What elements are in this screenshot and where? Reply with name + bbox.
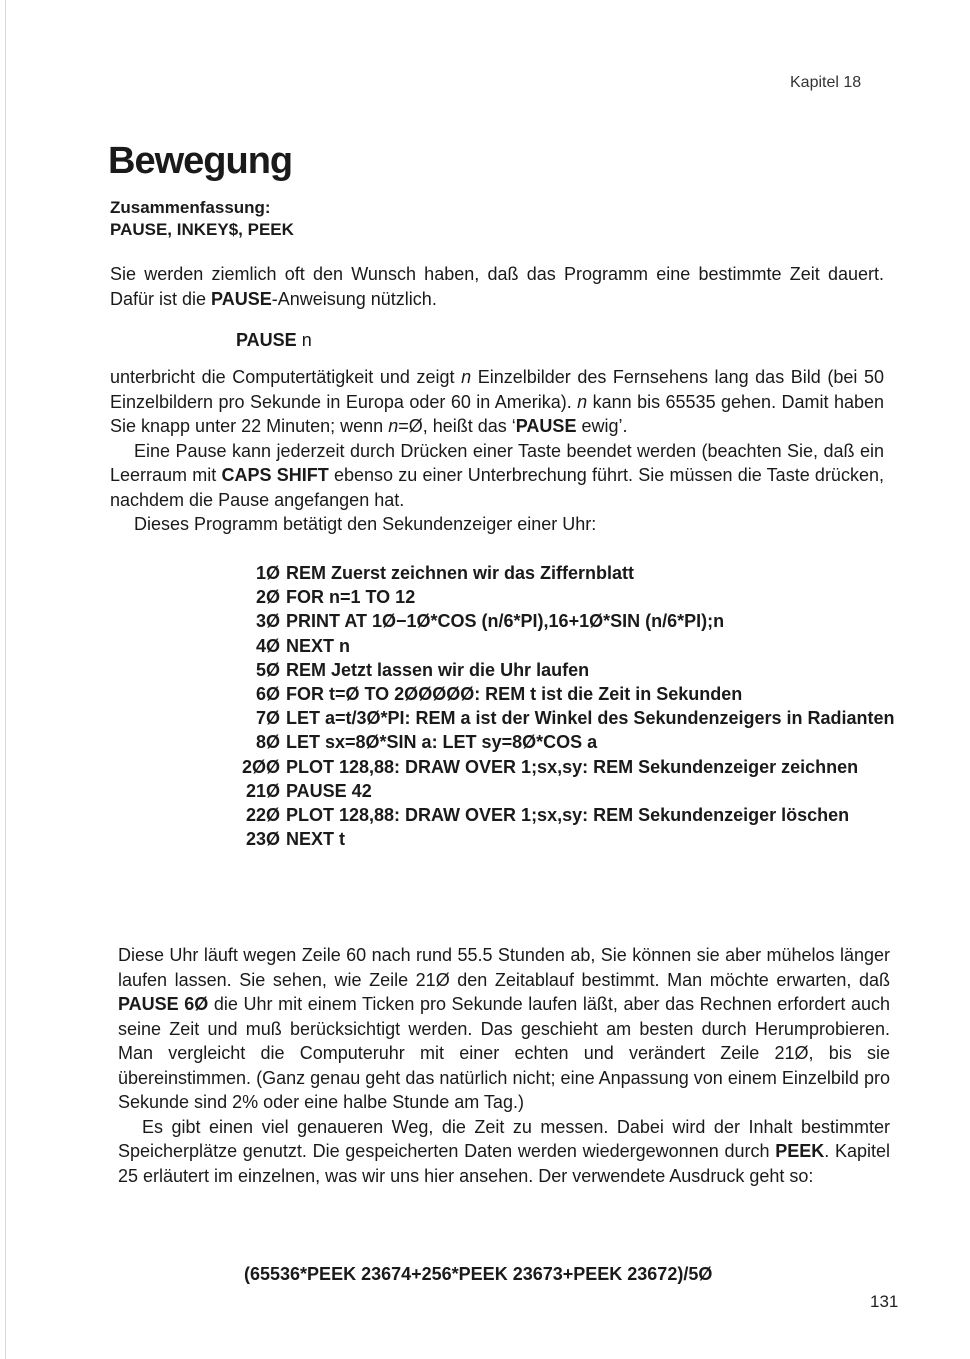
clock-desc-keyword: PAUSE 6Ø [118,994,209,1014]
code-line [230,658,910,682]
code-line [230,803,910,827]
code-line [230,609,910,633]
line-text: REM Jetzt lassen wir die Uhr laufen [286,659,590,680]
clock-desc-text-1: Diese Uhr läuft wegen Zeile 60 nach rund 55.5 Stunden ab, Sie können sie aber mühelos länger laufen lassen. Sie sehen, wie Zeile 21Ø den Zeitablauf bestimmt. Man möchte erwarten, daß [118,945,890,990]
code-line [230,561,910,585]
summary-label: Zusammenfassung: [110,198,271,217]
line-number: 5Ø [255,659,280,680]
explanation-block [118,943,890,1188]
pause-desc-text-3: kann bis 65535 gehen. Damit haben Sie knapp unter 22 Minuten; wenn [110,391,884,436]
pause-desc-n-2: n [577,391,588,412]
peek-desc-text-2: . Kapitel 25 erläutert im einzelnen, was wir uns hier ansehen. Der verwendete Ausdruck geht so: [118,1141,890,1186]
pause-desc-n-3: n [388,416,399,436]
line-number: 23Ø [245,829,280,850]
peek-desc-text-1: Es gibt einen viel genaueren Weg, die Zeit zu messen. Dabei wird der Inhalt bestimmter Speicherplätze genutzt. Die gespeicherten Daten werden wiedergewonnen durch [118,1116,890,1161]
line-number: 8Ø [255,732,280,753]
line-text: REM Zuerst zeichnen wir das Ziffernblatt [286,563,635,583]
line-text: LET sx=8Ø*SIN a: LET sy=8Ø*COS a [286,732,598,753]
code-line [230,730,910,754]
code-line [230,827,910,851]
code-line [230,755,910,779]
line-number: 6Ø [255,684,280,705]
line-text: NEXT t [286,829,346,850]
key-desc-text-2: ebenso zu einer Unterbrechung führt. Sie müssen die Taste drücken, nachdem die Pause angefangen hat. [110,465,884,510]
line-text: FOR t=Ø TO 2ØØØØØ: REM t ist die Zeit in Sekunden [286,684,743,705]
code-line [230,779,910,803]
line-number: 3Ø [255,611,280,632]
pause-desc-text-2: Einzelbilder des Fernsehens lang das Bild (bei 50 Einzelbildern pro Sekunde in Europa oder 60 in Amerika). [110,367,884,412]
line-number: 7Ø [255,708,280,729]
pause-syntax [236,330,312,351]
program-intro: Dieses Programm betätigt den Sekundenzeiger einer Uhr: [134,514,597,534]
pause-desc-text-4: =Ø, heißt das ‘ [398,416,516,436]
code-listing [230,561,910,851]
line-number: 2Ø [255,587,280,608]
syntax-keyword: PAUSE [236,330,297,350]
intro-text-1: Sie werden ziemlich oft den Wunsch haben, daß das Programm eine bestimmte Zeit dauert. Dafür ist die [110,264,884,309]
line-number: 1Ø [255,563,280,583]
line-text: FOR n=1 TO 12 [286,587,416,608]
pause-desc-n-1: n [461,367,472,387]
line-text: NEXT n [286,635,351,656]
code-line [230,682,910,706]
intro-text-2: -Anweisung nützlich. [271,288,437,309]
pause-desc-text-1: unterbricht die Computertätigkeit und zeigt [110,367,462,387]
peek-desc-keyword: PEEK [775,1141,825,1161]
line-number: 21Ø [245,780,280,801]
pause-desc-keyword: PAUSE [515,416,577,436]
peek-desc-paragraph [118,1115,890,1189]
page-title: Bewegung [108,140,293,182]
line-text: PRINT AT 1Ø−1Ø*COS (n/6*PI),16+1Ø*SIN (n/6*PI);n [286,611,725,632]
summary-block [110,197,294,241]
line-number: 22Ø [245,805,280,826]
peek-formula: (65536*PEEK 23674+256*PEEK 23673+PEEK 23672)/5Ø [244,1264,713,1284]
clock-desc-text-2: die Uhr mit einem Ticken pro Sekunde laufen läßt, aber das Rechnen erfordert auch seine Zeit und muß berücksichtigt werden. Das geschieht am besten durch Herumprobieren. Man vergleicht die Computeruhr mit einer echten und verändert Zeile 21Ø, bis sie übereinstimmen. (Ganz genau geht das natürlich nicht; eine Anpassung von einem Einzelbild pro Sekunde sind 2% oder eine halbe Stunde am Tag.) [118,994,890,1112]
line-text: LET a=t/3Ø*PI: REM a ist der Winkel des Sekundenzeigers in Radianten [286,708,895,729]
pause-desc-paragraph [110,365,884,439]
pause-desc-text-5: ewig’. [576,416,628,436]
intro-paragraph [110,262,884,311]
code-line [230,634,910,658]
code-line [230,585,910,609]
key-desc-text-1: Eine Pause kann jederzeit durch Drücken einer Taste beendet werden (beachten Sie, daß ein Leerraum mit [110,440,884,485]
summary-keywords: PAUSE, INKEY$, PEEK [110,220,294,239]
code-line [230,706,910,730]
line-number: 2ØØ [241,756,280,777]
pause-explanation [110,365,884,537]
clock-desc-paragraph [118,943,890,1115]
line-number: 4Ø [255,635,280,656]
syntax-arg: n [296,330,312,350]
page-number: 131 [870,1292,899,1311]
line-text: PLOT 128,88: DRAW OVER 1;sx,sy: REM Sekundenzeiger löschen [286,805,850,826]
page-edge-line [5,0,6,1359]
key-desc-paragraph [110,439,884,513]
line-text: PLOT 128,88: DRAW OVER 1;sx,sy: REM Sekundenzeiger zeichnen [286,756,859,777]
key-desc-keyword: CAPS SHIFT [221,465,329,485]
chapter-label: Kapitel 18 [790,74,862,91]
intro-keyword: PAUSE [211,288,272,309]
line-text: PAUSE 42 [286,780,372,801]
